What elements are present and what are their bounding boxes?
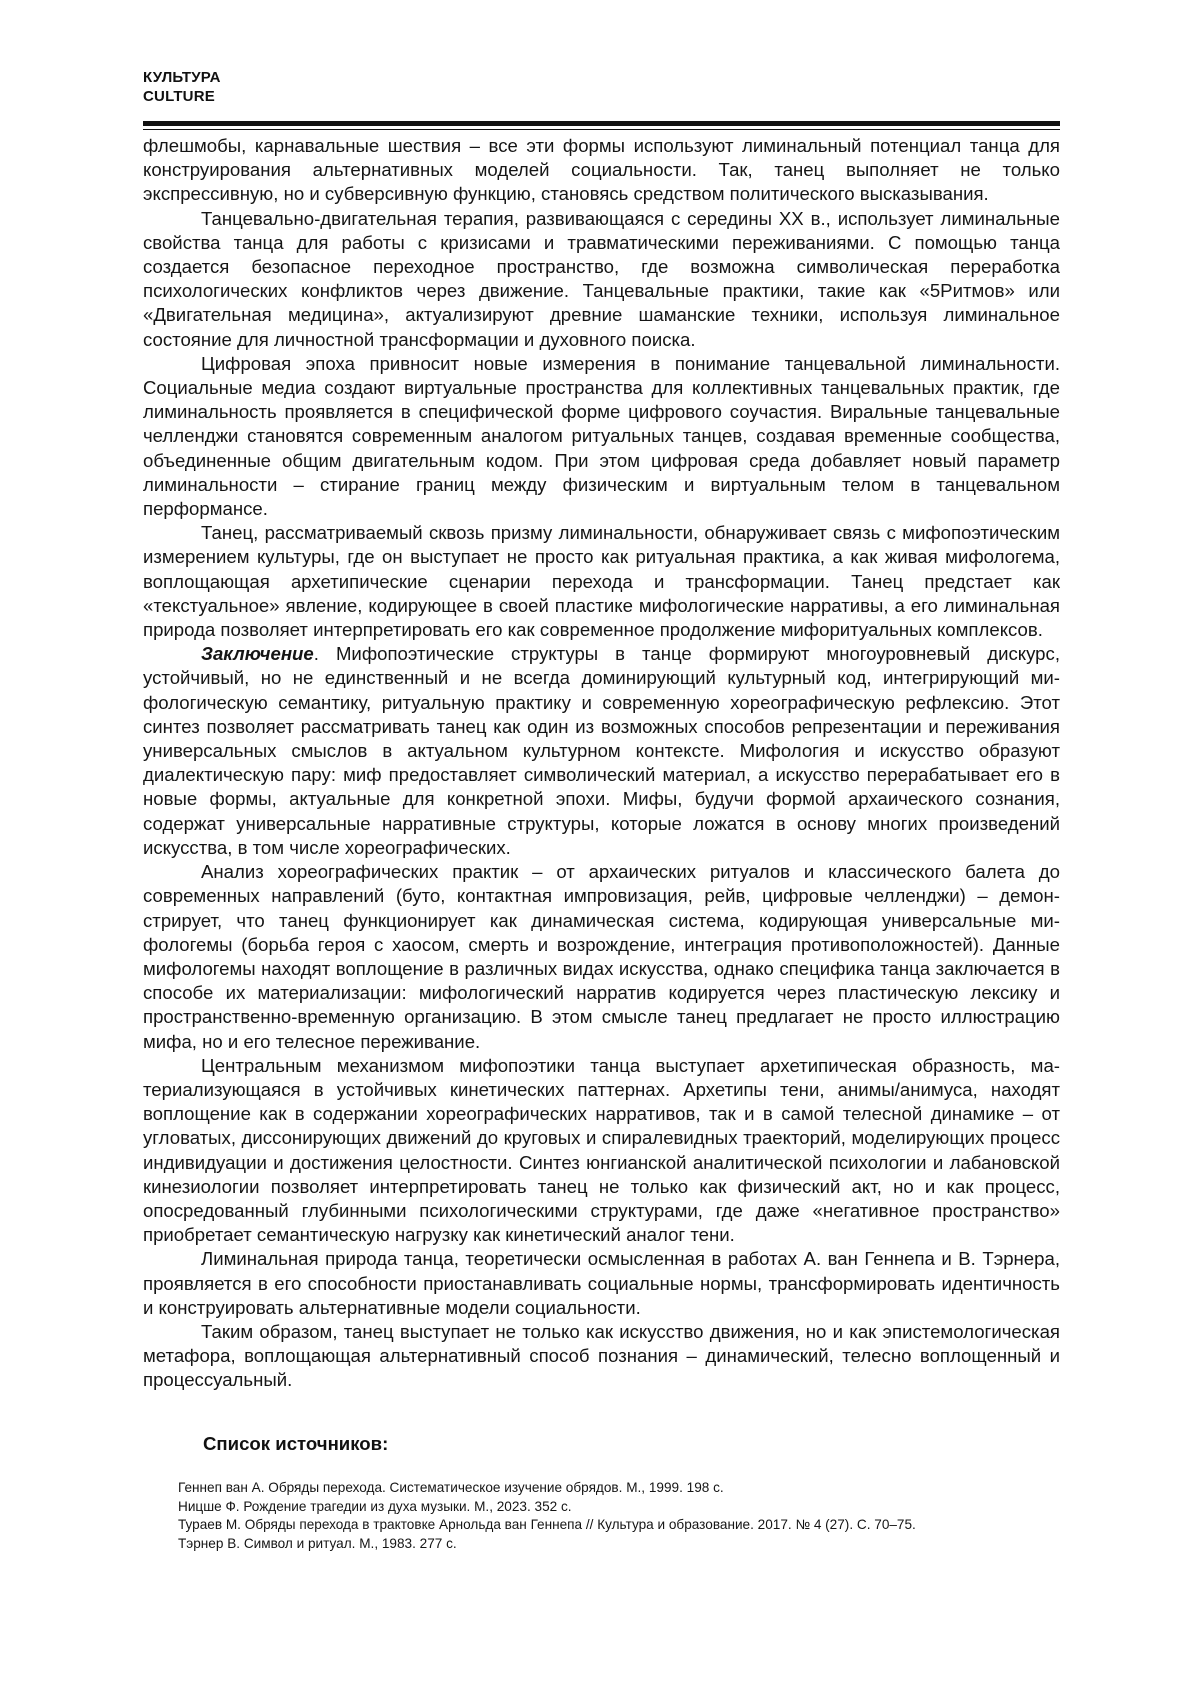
conclusion-heading: Заключение [201,643,314,665]
paragraph-liminality: Лиминальная природа танца, теоретически осмысленная в работах А. ван Геннепа и В. Тэрнера, проявляется в его способности приостанавливать социальные нормы, трансформировать идентичность и конструировать альтернативные модели социальности. [143,1248,1060,1318]
article-body [143,134,1060,1393]
section-title-ru: КУЛЬТУРА [143,69,221,86]
paragraph-final: Таким образом, танец выступает не только как искусство движения, но и как эпистемологическая метафора, воплощающая альтернативный способ познания – динамический, телесно воплощенный и процессуальный. [143,1320,1060,1391]
paragraph-digital-era: Цифровая эпоха привносит новые измерения в понимание танцевальной лиминальности. Социальные медиа создают виртуальные пространства для коллективных танцевальных практик, где лиминальность проявляется в специфической форме цифрового соучастия. Виральные танцевальные челленджи становятся современным аналогом ритуальных танцев, создавая временные сообщества, объединенные общим двигательным кодом. При этом цифровая среда добавляет новый параметр лиминальности – стирание границ между физическим и виртуальным телом в танцевальном перформансе. [143,352,1060,520]
reference-item: Тэрнер В. Символ и ритуал. М., 1983. 277 с. [178,1535,457,1551]
header-rule-thick [143,121,1060,126]
header-rule-thin [143,129,1060,130]
paragraph-choreographic-analysis: Анализ хореографических практик – от архаических ритуалов и классического балета до современных направлений (буто, контактная импровизация, рейв, цифровые челленджи) – демонстрирует, что танец функционирует как динамическая система, кодирующая универсальные мифологемы (борьба героя с хаосом, смерть и возрождение, интеграция противоположностей). Данные мифологемы находят воплощение в различных видах искусства, однако специфика танца заключается в способе их материализации: мифологический нарратив кодируется через пластическую лексику и пространственно-временную организацию. В этом смысле танец предлагает не просто иллюстрацию мифа, но и его телесное переживание. [143,861,1060,1052]
reference-item: Ницше Ф. Рождение трагедии из духа музыки. М., 2023. 352 с. [178,1498,572,1514]
references-title: Список источников: [203,1433,389,1454]
reference-item: Тураев М. Обряды перехода в трактовке Арнольда ван Геннепа // Культура и образование. 2017. № 4 (27). С. 70–75. [178,1517,916,1533]
paragraph-dance-therapy: Танцевально-двигательная терапия, развивающаяся с середины ХХ в., использует лиминальные свойства танца для работы с кризисами и травматическими переживаниями. С помощью танца создается безопасное переходное пространство, где возможна символическая переработка психологических конфликтов через движение. Танцевальные практики, такие как «5Ритмов» или «Двигательная медицина», актуализируют древние шаманские техники, используя лиминальное состояние для личностной трансформации и духовного поиска. [143,207,1060,350]
paragraph-continuation: флешмобы, карнавальные шествия – все эти формы используют лиминальный потенциал танца для конструирования альтернативных моделей социальности. Так, танец выполняет не только экспрессивную, но и субверсивную функцию, становясь средством политического высказывания. [143,135,1060,205]
references-list [178,1479,1060,1553]
paragraph-conclusion [143,642,1060,860]
reference-item: Геннеп ван А. Обряды перехода. Систематическое изучение обрядов. М., 1999. 198 с. [178,1480,724,1495]
running-header [143,68,221,106]
paragraph-archetypes: Центральным механизмом мифопоэтики танца выступает архетипическая образность, материализующаяся в устойчивых кинетических паттернах. Архетипы тени, анимы/анимуса, находят воплощение как в содержании хореографических нарративов, так и в самой телесной динамике – от угловатых, диссонирующих движений до круговых и спиралевидных траекторий, моделирующих процесс индивидуации и достижения целостности. Синтез юнгианской аналитической психологии и лабановской кинезиологии позволяет интерпретировать танец не только как физический акт, но и как процесс, опосредованный глубинными психологическими структурами, где даже «негативное пространство» приобретает семантическую нагрузку как кинетический аналог тени. [143,1054,1060,1246]
conclusion-text: . Мифопоэтические структуры в танце формируют многоуровневый дискурс, устойчивый, но не единственный и не всегда доминирующий культурный код, интегрирующий мифологическую семантику, ритуальную практику и современную хореографическую рефлексию. Этот синтез позволяет рассматривать танец как один из возможных способов репрезентации и переживания универсальных смыслов в актуальном культурном контексте. Мифология и искусство образуют диалектическую пару: миф предоставляет символический материал, а искусство перерабатывает его в новые формы, актуальные для конкретной эпохи. Мифы, будучи формой архаического сознания, содержат универсальные нарративные структуры, которые ложатся в основу многих произведений искусства, в том числе хореографических. [143,643,1060,858]
paragraph-mythopoetic: Танец, рассматриваемый сквозь призму лиминальности, обнаруживает связь с мифопоэтическим измерением культуры, где он выступает не просто как ритуальная практика, а как живая мифологема, воплощающая архетипические сценарии перехода и трансформации. Танец предстает как «текстуальное» явление, кодирующее в своей пластике мифологические нарративы, а его лиминальная природа позволяет интерпретировать его как современное продолжение мифоритуальных комплексов. [143,522,1060,641]
section-title-en: CULTURE [143,88,215,105]
